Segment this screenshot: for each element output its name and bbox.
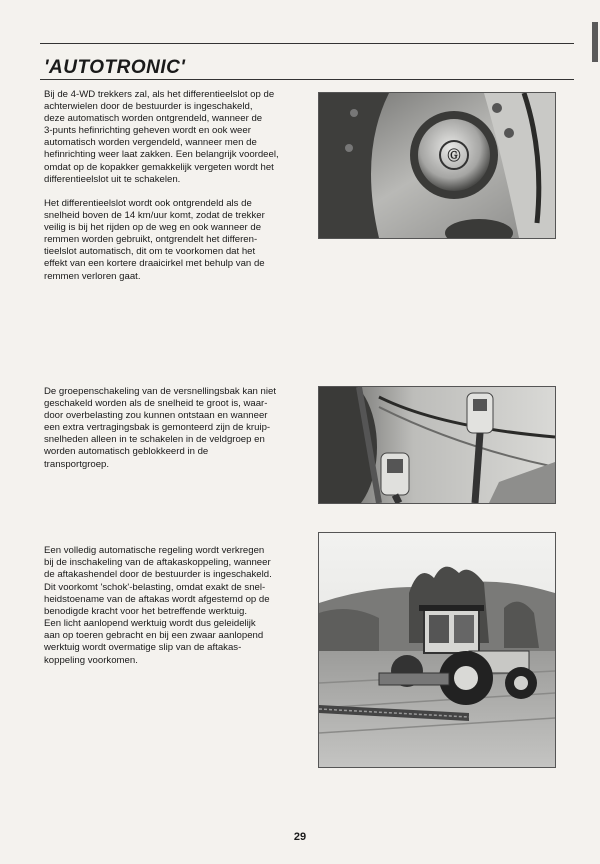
paragraph-pto-automatic: Een volledig automatische regeling wordt verkregen bij de inschakeling van de aftakaskoppeling, wanneer de aftakashendel door de bestuurder is ingeschakeld. bbox=[44, 545, 272, 581]
page-title: 'AUTOTRONIC' bbox=[44, 57, 186, 78]
page-edge-mark bbox=[592, 22, 598, 62]
paragraph-differential-lock: Bij de 4-WD trekkers zal, als het differentieelslot op de achterwielen door de bestuurder is ingeschakeld, deze automatisch worden ontgrendeld, wanneer de 3-punts hefinrichting geheven wordt en ook weer automatisch worden vergendeld, wanneer men de hefinrichting weer laat zakken. Een belangrijk voordeel, omdat op de kopakker gemakkelijk vergeten wordt het differentieelslot uit te schakelen. bbox=[44, 89, 279, 185]
top-rule bbox=[40, 43, 574, 44]
paragraph-differential-speed: Het differentieelslot wordt ook ontgrendeld als de snelheid boven de 14 km/uur komt, zodat de trekker veilig is bij het rijden op de weg en ook wanneer de remmen worden gebruikt, ontgrendelt het differen- tieelslot automatisch, dit om te voorkomen dat het effekt van een kortere draaicirkel met behulp van de remmen verloren gaat. bbox=[44, 198, 265, 282]
paragraph-gearbox: De groepenschakeling van de versnellingsbak kan niet geschakeld worden als de snelheid te groot is, waar- door overbelasting zou kunnen ontstaan en wanneer een extra vertragingsbak is gemonteerd zijn de kruip- snelheden alleen in te schakelen in de veldgroep en worden automatisch geblokkeerd in de transportgroep. bbox=[44, 386, 276, 470]
title-rule bbox=[40, 79, 574, 80]
paragraph-pto-shock: Dit voorkomt 'schok'-belasting, omdat exakt de snel- heidstoename van de aftakas wordt afgestemd op de benodigde kracht voor het betreffende werktuig. Een licht aanlopend werktuig wordt dus geleidelijk aan op toeren gebracht en bij een zwaar aanlopend werktuig wordt overmatige slip van de aftakas- koppeling voorkomen. bbox=[44, 582, 270, 666]
gear-lever-photo bbox=[318, 386, 556, 504]
tractor-field-photo bbox=[318, 532, 556, 768]
differential-lock-switch-photo bbox=[318, 92, 556, 239]
page-number: 29 bbox=[293, 831, 307, 843]
svg-text:Ⓖ: Ⓖ bbox=[447, 149, 461, 164]
